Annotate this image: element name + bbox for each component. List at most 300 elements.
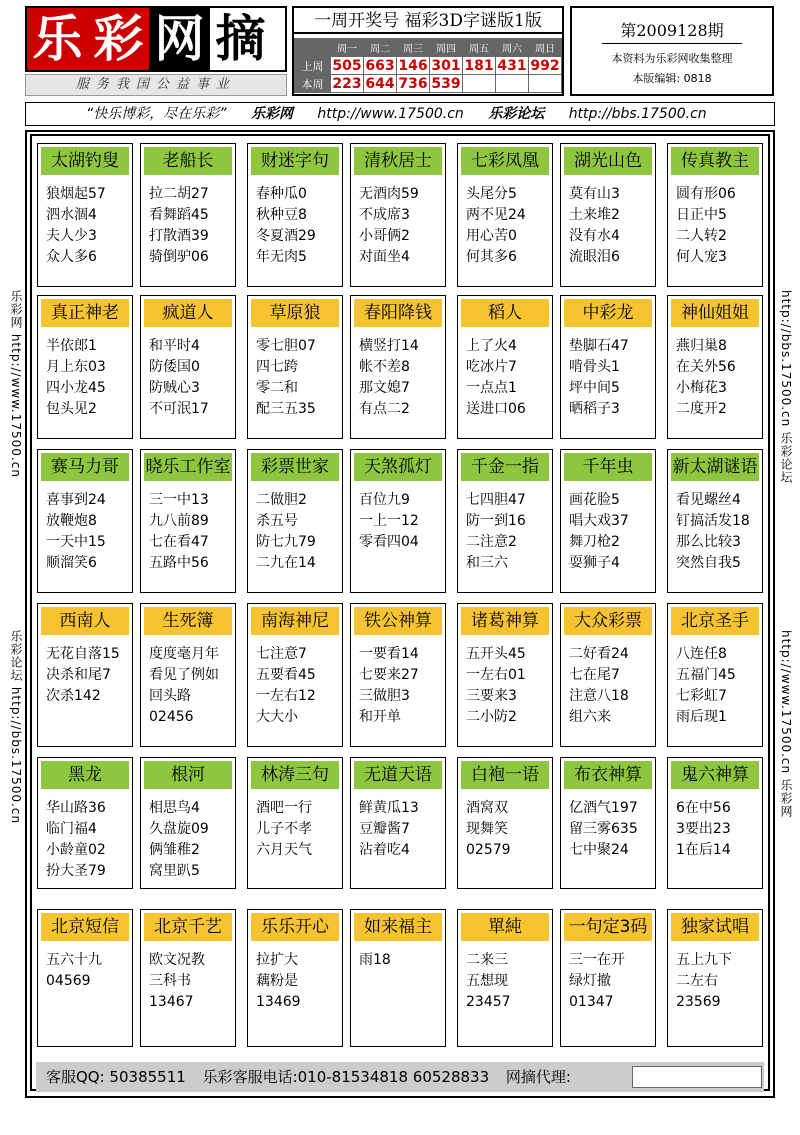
- riddle-body: [141, 792, 235, 888]
- riddle-line: 三科书: [149, 973, 191, 989]
- motto-bar: [25, 102, 775, 126]
- riddle-line: 儿子不孝: [256, 821, 312, 837]
- riddle-line: 三一在开: [569, 952, 625, 968]
- riddle-card: [560, 603, 656, 747]
- riddle-author: 根河: [144, 761, 232, 789]
- riddle-body: [351, 330, 445, 426]
- footer-bar: [36, 1062, 764, 1092]
- riddle-author: 铁公神算: [354, 607, 442, 635]
- weekly-draw-panel: [292, 6, 564, 96]
- riddle-body: [141, 944, 235, 1019]
- riddle-card: [350, 449, 446, 593]
- riddle-card: [247, 143, 343, 287]
- riddle-line: 六月天气: [256, 842, 312, 858]
- riddle-body: [458, 792, 552, 867]
- riddle-card: [457, 909, 553, 1047]
- riddle-card: [560, 143, 656, 287]
- riddle-card: [667, 449, 763, 593]
- riddle-line: 众人多6: [46, 249, 97, 265]
- riddle-line: 现舞笑: [466, 821, 508, 837]
- riddle-body: [458, 178, 552, 274]
- logo-char: 网: [149, 8, 210, 70]
- motto-quote: “快乐博彩，尽在乐彩”: [86, 106, 227, 122]
- riddle-line: 七彩虹7: [676, 688, 727, 704]
- riddle-card: [350, 603, 446, 747]
- riddle-line: 夫人少3: [46, 228, 97, 244]
- riddle-body: [248, 944, 342, 1019]
- editor-note: 本版编辑: 0818: [632, 72, 712, 85]
- riddle-author: 北京短信: [41, 913, 129, 941]
- riddle-line: 秋种豆8: [256, 207, 307, 223]
- riddle-line: 相思鸟4: [149, 800, 200, 816]
- riddle-line: 五要看45: [256, 667, 316, 683]
- riddle-line: 两不见24: [466, 207, 526, 223]
- riddle-line: 舞刀枪2: [569, 534, 620, 550]
- riddle-line: 五六十九: [46, 952, 102, 968]
- riddle-line: 包头见2: [46, 401, 97, 417]
- riddle-line: 鲜黄瓜13: [359, 800, 419, 816]
- draw-number: 505: [332, 57, 362, 74]
- riddle-body: [351, 178, 445, 274]
- riddle-author: 真正神老: [41, 299, 129, 327]
- riddle-line: 二九在14: [256, 555, 316, 571]
- riddle-line: 雨18: [359, 952, 391, 968]
- day-header: 周三: [397, 39, 430, 57]
- riddle-author: 鬼六神算: [671, 761, 759, 789]
- riddle-body: [248, 484, 342, 580]
- riddle-line: 拉扩大: [256, 952, 298, 968]
- day-header: 周四: [430, 39, 463, 57]
- riddle-author: 清秋居士: [354, 147, 442, 175]
- riddle-body: [351, 944, 445, 977]
- riddle-line: 1在后14: [676, 842, 731, 858]
- riddle-author: 传真教主: [671, 147, 759, 175]
- riddle-card: [37, 909, 133, 1047]
- riddle-body: [561, 944, 655, 1019]
- riddle-line: 留三雾635: [569, 821, 638, 837]
- riddle-author: 赛马力哥: [41, 453, 129, 481]
- slogan: 服务我国公益事业: [25, 74, 287, 96]
- riddle-line: 唱大戏37: [569, 513, 629, 529]
- riddle-author: 南海神尼: [251, 607, 339, 635]
- riddle-body: [561, 178, 655, 274]
- riddle-line: 用心苦0: [466, 228, 517, 244]
- riddle-author: 白袍一语: [461, 761, 549, 789]
- riddle-author: 七彩凤凰: [461, 147, 549, 175]
- riddle-author: 乐乐开心: [251, 913, 339, 941]
- riddle-card: [140, 143, 236, 287]
- riddle-card: [140, 757, 236, 889]
- riddle-card: [247, 909, 343, 1047]
- riddle-line: 窝里趴5: [149, 863, 200, 879]
- riddle-body: [351, 638, 445, 734]
- service-phone: 乐彩客服电话:010-81534818 60528833: [202, 1068, 490, 1086]
- last-week-label: 上周: [295, 57, 331, 75]
- riddle-card: [247, 449, 343, 593]
- riddle-line: 何其多6: [466, 249, 517, 265]
- riddle-author: 中彩龙: [564, 299, 652, 327]
- riddle-line: 拉二胡27: [149, 186, 209, 202]
- riddle-line: 扮大圣79: [46, 863, 106, 879]
- riddle-line: 头尾分5: [466, 186, 517, 202]
- riddle-line: 放鞭炮8: [46, 513, 97, 529]
- riddle-author: 黑龙: [41, 761, 129, 789]
- issue-panel: [570, 6, 774, 96]
- riddle-card: [350, 757, 446, 889]
- riddle-line: 防七九79: [256, 534, 316, 550]
- riddle-line: 酒吧一行: [256, 800, 312, 816]
- riddle-line: 流眼泪6: [569, 249, 620, 265]
- riddle-card: [457, 143, 553, 287]
- riddle-author: 天煞孤灯: [354, 453, 442, 481]
- riddle-line: 大大小: [256, 709, 298, 725]
- riddle-author: 太湖钓叟: [41, 147, 129, 175]
- riddle-body: [561, 484, 655, 580]
- riddle-line: 画花脸5: [569, 492, 620, 508]
- riddle-card: [140, 449, 236, 593]
- riddle-line: 6在中56: [676, 800, 731, 816]
- riddle-line: 七在尾7: [569, 667, 620, 683]
- side-text-right-top: http://bbs.17500.cn 乐彩论坛: [779, 290, 793, 485]
- riddle-line: 月上东03: [46, 359, 106, 375]
- riddle-line: 回头路: [149, 688, 191, 704]
- riddle-author: 林涛三句: [251, 761, 339, 789]
- riddle-card: [247, 295, 343, 439]
- forum-link[interactable]: http://bbs.17500.cn: [568, 106, 707, 122]
- riddle-body: [561, 638, 655, 734]
- riddle-line: 亿酒气197: [569, 800, 638, 816]
- issue-number: 第2009128期: [602, 18, 742, 44]
- riddle-line: 何人宠3: [676, 249, 727, 265]
- riddle-line: 百位九9: [359, 492, 410, 508]
- riddle-line: 次杀142: [46, 688, 101, 704]
- riddle-line: 没有水4: [569, 228, 620, 244]
- riddle-card: [350, 909, 446, 1047]
- riddle-line: 五福门45: [676, 667, 736, 683]
- riddle-line: 三一中13: [149, 492, 209, 508]
- riddle-line: 三要来3: [466, 688, 517, 704]
- riddle-line: 上了火4: [466, 338, 517, 354]
- riddle-line: 耍狮子4: [569, 555, 620, 571]
- riddle-body: [351, 484, 445, 559]
- day-header: 周日: [529, 39, 562, 57]
- riddle-line: 四七跨: [256, 359, 298, 375]
- riddle-body: [561, 330, 655, 426]
- riddle-body: [38, 944, 132, 998]
- riddle-body: [668, 178, 762, 274]
- logo-char: 乐: [27, 8, 88, 70]
- draw-number: 431: [497, 57, 527, 74]
- riddle-card: [667, 143, 763, 287]
- riddle-line: 三做胆3: [359, 688, 410, 704]
- riddle-author: 无道天语: [354, 761, 442, 789]
- draw-number: 301: [431, 57, 461, 74]
- riddle-card: [350, 143, 446, 287]
- riddle-line: 不成席3: [359, 207, 410, 223]
- riddle-card: [457, 757, 553, 889]
- draw-number: 146: [398, 57, 428, 74]
- riddle-line: 杀五号: [256, 513, 298, 529]
- riddle-line: 对面坐4: [359, 249, 410, 265]
- riddle-line: 13467: [149, 994, 194, 1010]
- riddle-line: 狼烟起57: [46, 186, 106, 202]
- riddle-author: 财迷字句: [251, 147, 339, 175]
- riddle-line: 04569: [46, 973, 91, 989]
- riddle-line: 一上一12: [359, 513, 419, 529]
- riddle-author: 彩票世家: [251, 453, 339, 481]
- riddle-body: [141, 330, 235, 426]
- riddle-line: 23569: [676, 994, 721, 1010]
- riddle-line: 小龄童02: [46, 842, 106, 858]
- riddle-line: 和三六: [466, 555, 508, 571]
- riddle-card: [457, 295, 553, 439]
- riddle-line: 冬夏酒29: [256, 228, 316, 244]
- riddle-line: 临门福4: [46, 821, 97, 837]
- source-note: 本资料为乐彩网收集整理: [611, 52, 733, 65]
- riddle-line: 七在看47: [149, 534, 209, 550]
- riddle-card: [37, 143, 133, 287]
- draw-number: 663: [365, 57, 395, 74]
- riddle-line: 二左右: [676, 973, 718, 989]
- draw-number: [463, 75, 496, 93]
- riddle-line: 春种瓜0: [256, 186, 307, 202]
- riddle-author: 新太湖谜语: [671, 453, 759, 481]
- riddle-line: 01347: [569, 994, 614, 1010]
- riddle-line: 二度开2: [676, 401, 727, 417]
- riddle-line: 看见螺丝4: [676, 492, 741, 508]
- riddle-card: [560, 295, 656, 439]
- riddle-line: 组六来: [569, 709, 611, 725]
- riddle-line: 绿灯撤: [569, 973, 611, 989]
- site-logo: [25, 6, 287, 72]
- riddle-body: [38, 178, 132, 274]
- riddle-line: 泗水涸4: [46, 207, 97, 223]
- riddle-author: 生死簿: [144, 607, 232, 635]
- riddle-line: 在关外56: [676, 359, 736, 375]
- riddle-author: 西南人: [41, 607, 129, 635]
- riddle-line: 圆有形06: [676, 186, 736, 202]
- riddle-line: 帐不差8: [359, 359, 410, 375]
- riddle-author: 晓乐工作室: [144, 453, 232, 481]
- riddle-line: 横竖打14: [359, 338, 419, 354]
- riddle-line: 酒窝双: [466, 800, 508, 816]
- riddle-line: 一要看14: [359, 646, 419, 662]
- riddle-line: 五想现: [466, 973, 508, 989]
- site-name: 乐彩网: [250, 106, 293, 122]
- riddle-line: 九八前89: [149, 513, 209, 529]
- riddle-line: 一点点1: [466, 380, 517, 396]
- riddle-card: [140, 295, 236, 439]
- riddle-card: [37, 603, 133, 747]
- riddle-line: 零七胆07: [256, 338, 316, 354]
- riddle-line: 华山路36: [46, 800, 106, 816]
- riddle-line: 骑倒驴06: [149, 249, 209, 265]
- riddle-line: 二好看24: [569, 646, 629, 662]
- forum-name: 乐彩论坛: [488, 106, 545, 122]
- riddle-line: 23457: [466, 994, 511, 1010]
- riddle-body: [248, 178, 342, 274]
- riddle-author: 稻人: [461, 299, 549, 327]
- riddle-author: 草原狼: [251, 299, 339, 327]
- draw-number: 181: [464, 57, 494, 74]
- riddle-line: 喜事到24: [46, 492, 106, 508]
- side-text-left-top: 乐彩网 http://www.17500.cn: [9, 290, 23, 478]
- riddle-card: [667, 295, 763, 439]
- riddle-card: [457, 449, 553, 593]
- riddle-body: [458, 638, 552, 734]
- riddle-line: 莫有山3: [569, 186, 620, 202]
- riddle-line: 七四胆47: [466, 492, 526, 508]
- riddle-body: [248, 330, 342, 426]
- riddle-line: 3要出23: [676, 821, 731, 837]
- riddle-line: 年无肉5: [256, 249, 307, 265]
- riddle-line: 二来三: [466, 952, 508, 968]
- riddle-line: 俩雏稚2: [149, 842, 200, 858]
- riddle-card: [37, 449, 133, 593]
- riddle-line: 配三五35: [256, 401, 316, 417]
- riddle-author: 單純: [461, 913, 549, 941]
- riddle-line: 看舞蹈45: [149, 207, 209, 223]
- riddle-body: [458, 484, 552, 580]
- riddle-line: 钉搞活发18: [676, 513, 750, 529]
- riddle-line: 那么比较3: [676, 534, 741, 550]
- riddle-author: 独家试唱: [671, 913, 759, 941]
- riddle-line: 突然自我5: [676, 555, 741, 571]
- riddle-body: [561, 792, 655, 867]
- riddle-author: 疯道人: [144, 299, 232, 327]
- riddle-line: 沾着吃4: [359, 842, 410, 858]
- riddle-body: [668, 944, 762, 1019]
- riddle-body: [248, 792, 342, 867]
- riddle-line: 半依郎1: [46, 338, 97, 354]
- riddle-line: 五上九下: [676, 952, 732, 968]
- riddle-line: 欧文况教: [149, 952, 205, 968]
- riddle-line: 啃骨头1: [569, 359, 620, 375]
- day-header: 周一: [331, 39, 364, 57]
- riddle-body: [38, 484, 132, 580]
- riddle-card: [37, 757, 133, 889]
- riddle-line: 七中聚24: [569, 842, 629, 858]
- riddle-author: 布衣神算: [564, 761, 652, 789]
- riddle-line: 防贼心3: [149, 380, 200, 396]
- riddle-line: 久盘旋09: [149, 821, 209, 837]
- riddle-card: [667, 757, 763, 889]
- riddle-card: [140, 909, 236, 1047]
- riddle-body: [38, 330, 132, 426]
- riddle-line: 零看四04: [359, 534, 419, 550]
- logo-char: 彩: [88, 8, 149, 70]
- draw-number: 223: [332, 75, 362, 92]
- riddle-line: 打散酒39: [149, 228, 209, 244]
- riddle-line: 防倭国0: [149, 359, 200, 375]
- side-text-right-bottom: http://www.17500.cn 乐彩网: [779, 630, 793, 818]
- riddle-body: [141, 178, 235, 274]
- riddle-author: 大众彩票: [564, 607, 652, 635]
- draw-number: [496, 75, 529, 93]
- riddle-line: 和开单: [359, 709, 401, 725]
- riddle-card: [560, 909, 656, 1047]
- riddle-line: 顺溜笑6: [46, 555, 97, 571]
- riddle-line: 无花自落15: [46, 646, 120, 662]
- riddle-line: 小哥俩2: [359, 228, 410, 244]
- riddle-author: 老船长: [144, 147, 232, 175]
- draw-number: 992: [530, 57, 560, 74]
- riddle-line: 度度毫月年: [149, 646, 219, 662]
- draw-number: 736: [398, 75, 428, 92]
- riddle-line: 一左右01: [466, 667, 526, 683]
- site-link[interactable]: http://www.17500.cn: [317, 106, 464, 122]
- riddle-line: 吃冰片7: [466, 359, 517, 375]
- agent-label: 网摘代理:: [505, 1068, 571, 1086]
- day-header: 周二: [364, 39, 397, 57]
- riddle-body: [668, 792, 762, 867]
- riddle-line: 二小防2: [466, 709, 517, 725]
- riddle-line: 五开头45: [466, 646, 526, 662]
- draw-title: 一周开奖号 福彩3D字谜版1版: [294, 8, 562, 34]
- riddle-card: [140, 603, 236, 747]
- riddle-author: 千金一指: [461, 453, 549, 481]
- riddle-author: 一句定3码: [564, 913, 652, 941]
- riddle-line: 二做胆2: [256, 492, 307, 508]
- riddle-author: 北京千艺: [144, 913, 232, 941]
- riddle-body: [141, 484, 235, 580]
- logo-char: 摘: [210, 8, 271, 70]
- day-header: 周五: [463, 39, 496, 57]
- riddle-card: [560, 449, 656, 593]
- riddle-body: [458, 330, 552, 426]
- riddle-author: 湖光山色: [564, 147, 652, 175]
- riddle-author: 春阳降钱: [354, 299, 442, 327]
- riddle-card: [560, 757, 656, 889]
- riddle-line: 日正中5: [676, 207, 727, 223]
- riddle-body: [141, 638, 235, 734]
- riddle-body: [38, 792, 132, 888]
- riddle-body: [38, 638, 132, 713]
- riddle-card: [350, 295, 446, 439]
- riddle-line: 藕粉是: [256, 973, 298, 989]
- riddle-line: 七注意7: [256, 646, 307, 662]
- riddle-body: [668, 330, 762, 426]
- riddle-body: [458, 944, 552, 1019]
- riddle-line: 无酒肉59: [359, 186, 419, 202]
- riddle-line: 看见了例如: [149, 667, 219, 683]
- riddle-card: [37, 295, 133, 439]
- riddle-line: 垫脚石47: [569, 338, 629, 354]
- riddle-author: 北京圣手: [671, 607, 759, 635]
- service-qq: 客服QQ: 50385511: [46, 1068, 186, 1086]
- riddle-line: 零二和: [256, 380, 298, 396]
- riddle-author: 如来福主: [354, 913, 442, 941]
- riddle-line: 晒稻子3: [569, 401, 620, 417]
- riddle-line: 土来堆2: [569, 207, 620, 223]
- riddle-line: 二人转2: [676, 228, 727, 244]
- riddle-card: [457, 603, 553, 747]
- riddle-line: 一天中15: [46, 534, 106, 550]
- draw-table: [294, 38, 562, 93]
- draw-number: 539: [431, 75, 461, 92]
- riddle-line: 小梅花3: [676, 380, 727, 396]
- riddle-body: [351, 792, 445, 867]
- riddle-line: 不可泯17: [149, 401, 209, 417]
- riddle-line: 02456: [149, 709, 194, 725]
- riddle-line: 二注意2: [466, 534, 517, 550]
- agent-field: [632, 1066, 762, 1088]
- riddle-line: 13469: [256, 994, 301, 1010]
- draw-number: 644: [365, 75, 395, 92]
- riddle-body: [668, 638, 762, 734]
- riddle-card: [667, 603, 763, 747]
- riddle-line: 和平时4: [149, 338, 200, 354]
